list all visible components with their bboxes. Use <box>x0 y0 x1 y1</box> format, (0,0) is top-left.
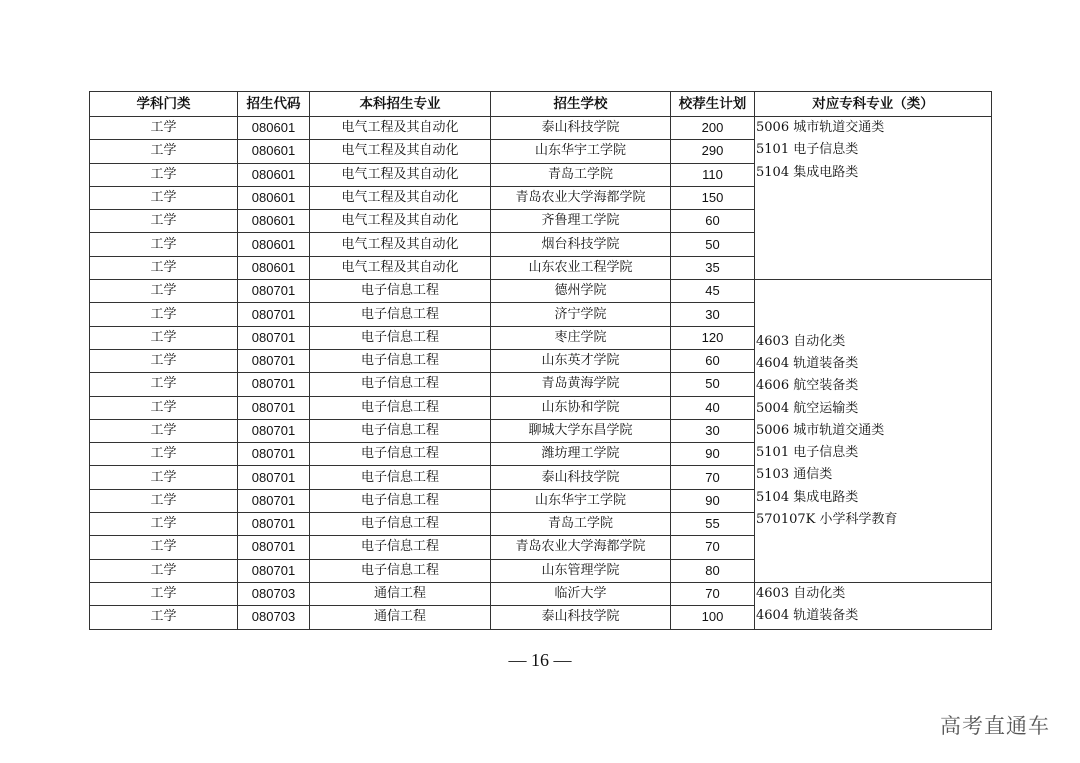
cell-category: 工学 <box>90 233 238 256</box>
cell-code: 080701 <box>238 513 310 536</box>
cell-major: 电子信息工程 <box>310 303 491 326</box>
spec-item: 5006 城市轨道交通类 <box>756 120 885 135</box>
cell-school: 青岛工学院 <box>491 163 671 186</box>
cell-code: 080601 <box>238 256 310 279</box>
cell-category: 工学 <box>90 536 238 559</box>
cell-category: 工学 <box>90 419 238 442</box>
cell-code: 080701 <box>238 280 310 303</box>
cell-category: 工学 <box>90 559 238 582</box>
cell-school: 聊城大学东昌学院 <box>491 419 671 442</box>
spec-item: 4604 轨道装备类 <box>756 355 859 371</box>
cell-major: 电气工程及其自动化 <box>310 163 491 186</box>
header-major: 本科招生专业 <box>310 92 491 117</box>
spec-item: 5004 航空运输类 <box>756 400 859 416</box>
cell-plan: 60 <box>671 210 755 233</box>
cell-plan: 90 <box>671 443 755 466</box>
cell-major: 电子信息工程 <box>310 489 491 512</box>
cell-category: 工学 <box>90 303 238 326</box>
cell-school: 泰山科技学院 <box>491 466 671 489</box>
cell-major: 电子信息工程 <box>310 349 491 372</box>
cell-plan: 80 <box>671 559 755 582</box>
cell-school: 潍坊理工学院 <box>491 443 671 466</box>
cell-category: 工学 <box>90 326 238 349</box>
enrollment-table <box>89 91 992 630</box>
cell-plan: 70 <box>671 536 755 559</box>
spec-item: 5103 通信类 <box>756 467 833 483</box>
cell-major: 电气工程及其自动化 <box>310 117 491 140</box>
cell-school: 山东管理学院 <box>491 559 671 582</box>
cell-code: 080701 <box>238 536 310 559</box>
cell-code: 080601 <box>238 163 310 186</box>
spec-item: 4604 轨道装备类 <box>756 608 859 624</box>
cell-school: 齐鲁理工学院 <box>491 210 671 233</box>
cell-plan: 55 <box>671 513 755 536</box>
cell-plan: 40 <box>671 396 755 419</box>
cell-school: 山东华宇工学院 <box>491 489 671 512</box>
cell-major: 电子信息工程 <box>310 419 491 442</box>
cell-school: 青岛黄海学院 <box>491 373 671 396</box>
cell-plan: 50 <box>671 373 755 396</box>
table-header-row <box>90 92 992 117</box>
cell-category: 工学 <box>90 606 238 629</box>
cell-category: 工学 <box>90 163 238 186</box>
cell-plan: 35 <box>671 256 755 279</box>
cell-code: 080701 <box>238 303 310 326</box>
cell-code: 080601 <box>238 140 310 163</box>
cell-school: 泰山科技学院 <box>491 606 671 629</box>
cell-school: 德州学院 <box>491 280 671 303</box>
cell-code: 080703 <box>238 606 310 629</box>
header-school: 招生学校 <box>491 92 671 117</box>
spec-item: 4603 自动化类 <box>756 333 846 349</box>
cell-category: 工学 <box>90 373 238 396</box>
cell-category: 工学 <box>90 256 238 279</box>
cell-category: 工学 <box>90 210 238 233</box>
cell-category: 工学 <box>90 443 238 466</box>
table-body <box>90 117 992 630</box>
cell-school: 青岛农业大学海都学院 <box>491 186 671 209</box>
cell-category: 工学 <box>90 140 238 163</box>
cell-major: 电子信息工程 <box>310 396 491 419</box>
spec-item: 570107K 小学科学教育 <box>756 512 898 528</box>
cell-major: 电子信息工程 <box>310 536 491 559</box>
cell-code: 080601 <box>238 117 310 140</box>
header-spec: 对应专科专业（类） <box>755 92 992 117</box>
cell-code: 080701 <box>238 373 310 396</box>
cell-school: 济宁学院 <box>491 303 671 326</box>
cell-major: 电子信息工程 <box>310 443 491 466</box>
header-category: 学科门类 <box>90 92 238 117</box>
cell-category: 工学 <box>90 349 238 372</box>
cell-major: 通信工程 <box>310 582 491 605</box>
cell-plan: 110 <box>671 163 755 186</box>
cell-major: 电子信息工程 <box>310 373 491 396</box>
cell-plan: 30 <box>671 303 755 326</box>
table-row <box>90 117 992 140</box>
cell-major: 电子信息工程 <box>310 559 491 582</box>
cell-school: 泰山科技学院 <box>491 117 671 140</box>
cell-major: 电子信息工程 <box>310 326 491 349</box>
table-row <box>90 280 992 303</box>
cell-category: 工学 <box>90 513 238 536</box>
cell-school: 枣庄学院 <box>491 326 671 349</box>
cell-plan: 50 <box>671 233 755 256</box>
spec-item: 5006 城市轨道交通类 <box>756 422 885 438</box>
cell-category: 工学 <box>90 582 238 605</box>
cell-major: 电子信息工程 <box>310 466 491 489</box>
cell-code: 080701 <box>238 443 310 466</box>
spec-item: 5101 电子信息类 <box>756 142 859 158</box>
cell-spec-group <box>755 582 992 629</box>
cell-code: 080701 <box>238 559 310 582</box>
cell-code: 080701 <box>238 349 310 372</box>
cell-plan: 200 <box>671 117 755 140</box>
header-code: 招生代码 <box>238 92 310 117</box>
cell-code: 080701 <box>238 326 310 349</box>
spec-item: 4603 自动化类 <box>756 585 846 601</box>
cell-plan: 90 <box>671 489 755 512</box>
cell-category: 工学 <box>90 489 238 512</box>
spec-item: 5104 集成电路类 <box>756 164 859 180</box>
cell-plan: 30 <box>671 419 755 442</box>
table-row <box>90 582 992 605</box>
cell-school: 青岛工学院 <box>491 513 671 536</box>
spec-item: 5101 电子信息类 <box>756 445 859 461</box>
cell-code: 080701 <box>238 489 310 512</box>
cell-school: 烟台科技学院 <box>491 233 671 256</box>
cell-category: 工学 <box>90 117 238 140</box>
cell-plan: 70 <box>671 582 755 605</box>
cell-plan: 150 <box>671 186 755 209</box>
cell-major: 电气工程及其自动化 <box>310 186 491 209</box>
cell-code: 080701 <box>238 419 310 442</box>
cell-major: 电气工程及其自动化 <box>310 256 491 279</box>
cell-category: 工学 <box>90 396 238 419</box>
cell-plan: 45 <box>671 280 755 303</box>
cell-code: 080601 <box>238 186 310 209</box>
spec-item: 5104 集成电路类 <box>756 489 859 505</box>
cell-code: 080601 <box>238 210 310 233</box>
cell-plan: 120 <box>671 326 755 349</box>
cell-code: 080701 <box>238 466 310 489</box>
cell-spec-group <box>755 117 992 280</box>
cell-category: 工学 <box>90 280 238 303</box>
cell-major: 电气工程及其自动化 <box>310 140 491 163</box>
cell-school: 青岛农业大学海都学院 <box>491 536 671 559</box>
cell-school: 山东华宇工学院 <box>491 140 671 163</box>
cell-major: 电气工程及其自动化 <box>310 210 491 233</box>
cell-code: 080601 <box>238 233 310 256</box>
cell-school: 山东英才学院 <box>491 349 671 372</box>
cell-major: 通信工程 <box>310 606 491 629</box>
cell-plan: 60 <box>671 349 755 372</box>
cell-plan: 70 <box>671 466 755 489</box>
cell-plan: 290 <box>671 140 755 163</box>
cell-category: 工学 <box>90 186 238 209</box>
cell-code: 080703 <box>238 582 310 605</box>
cell-category: 工学 <box>90 466 238 489</box>
header-plan: 校荐生计划 <box>671 92 755 117</box>
cell-school: 临沂大学 <box>491 582 671 605</box>
cell-major: 电子信息工程 <box>310 280 491 303</box>
cell-major: 电子信息工程 <box>310 513 491 536</box>
cell-spec-group <box>755 280 992 583</box>
spec-item: 4606 航空装备类 <box>756 378 859 394</box>
cell-plan: 100 <box>671 606 755 629</box>
cell-major: 电气工程及其自动化 <box>310 233 491 256</box>
cell-school: 山东协和学院 <box>491 396 671 419</box>
cell-school: 山东农业工程学院 <box>491 256 671 279</box>
page-number: — 16 — <box>508 650 572 670</box>
watermark-text: 高考直通车 <box>940 714 1050 738</box>
cell-code: 080701 <box>238 396 310 419</box>
